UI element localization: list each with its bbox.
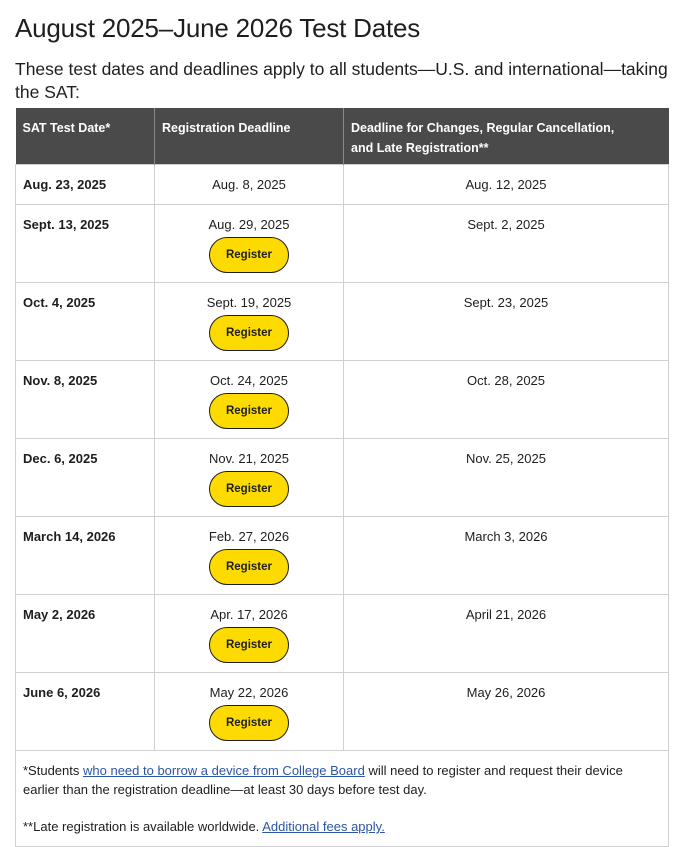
footnote-cell: [16, 751, 669, 847]
device-footnote: [23, 761, 661, 799]
test-date-cell: June 6, 2026: [16, 673, 155, 751]
table-row: [16, 439, 669, 517]
registration-deadline-cell: [155, 205, 344, 283]
changes-deadline-cell: April 21, 2026: [344, 595, 669, 673]
registration-deadline-cell: [155, 165, 344, 205]
registration-deadline: Oct. 24, 2025: [209, 373, 289, 388]
header-changes-line1: Deadline for Changes, Regular Cancellation,: [351, 121, 615, 135]
test-date-cell: May 2, 2026: [16, 595, 155, 673]
registration-deadline-cell: [155, 439, 344, 517]
device-footnote-prefix: *Students: [23, 763, 83, 778]
table-row: [16, 361, 669, 439]
test-date-cell: Sept. 13, 2025: [16, 205, 155, 283]
registration-deadline: Aug. 8, 2025: [212, 177, 286, 192]
registration-deadline-cell: [155, 361, 344, 439]
additional-fees-link[interactable]: Additional fees apply.: [262, 819, 385, 834]
register-button[interactable]: Register: [209, 549, 289, 585]
intro-text: These test dates and deadlines apply to all students—U.S. and international—taking the SAT:: [15, 59, 668, 102]
register-button[interactable]: Register: [209, 705, 289, 741]
test-date-cell: Dec. 6, 2025: [16, 439, 155, 517]
header-changes-deadline: [344, 108, 669, 165]
test-date-cell: Oct. 4, 2025: [16, 283, 155, 361]
registration-deadline: Nov. 21, 2025: [209, 451, 289, 466]
changes-deadline-cell: May 26, 2026: [344, 673, 669, 751]
table-row: [16, 283, 669, 361]
registration-deadline: Aug. 29, 2025: [208, 217, 290, 232]
changes-deadline-cell: Nov. 25, 2025: [344, 439, 669, 517]
registration-deadline: Sept. 19, 2025: [206, 295, 292, 310]
test-date-cell: March 14, 2026: [16, 517, 155, 595]
table-row: [16, 595, 669, 673]
register-button[interactable]: Register: [209, 393, 289, 429]
register-button[interactable]: Register: [209, 237, 289, 273]
device-footnote-suffix: will need to register and request their device earlier than the registration deadline—at least 30 days before test day.: [23, 763, 623, 797]
registration-deadline-cell: [155, 517, 344, 595]
register-button[interactable]: Register: [209, 627, 289, 663]
register-button[interactable]: Register: [209, 471, 289, 507]
borrow-device-link[interactable]: who need to borrow a device from College Board: [83, 763, 365, 778]
changes-deadline-cell: Oct. 28, 2025: [344, 361, 669, 439]
registration-deadline: May 22, 2026: [209, 685, 289, 700]
changes-deadline-cell: Sept. 23, 2025: [344, 283, 669, 361]
registration-deadline-cell: [155, 673, 344, 751]
header-test-date: SAT Test Date*: [16, 108, 155, 165]
table-header-row: [16, 108, 669, 165]
test-dates-table: [15, 108, 669, 847]
table-row: [16, 165, 669, 205]
registration-deadline: Feb. 27, 2026: [208, 529, 290, 544]
registration-deadline: Apr. 17, 2026: [210, 607, 288, 622]
table-row: [16, 205, 669, 283]
register-button[interactable]: Register: [209, 315, 289, 351]
header-changes-line2: and Late Registration**: [351, 141, 489, 155]
footnote-row: [16, 751, 669, 847]
registration-deadline-cell: [155, 283, 344, 361]
changes-deadline-cell: Aug. 12, 2025: [344, 165, 669, 205]
changes-deadline-cell: Sept. 2, 2025: [344, 205, 669, 283]
table-row: [16, 673, 669, 751]
registration-deadline-cell: [155, 595, 344, 673]
late-registration-footnote: [23, 817, 661, 836]
header-registration-deadline: Registration Deadline: [155, 108, 344, 165]
page-title: August 2025–June 2026 Test Dates: [15, 13, 421, 43]
test-date-cell: Nov. 8, 2025: [16, 361, 155, 439]
late-footnote-prefix: **Late registration is available worldwide.: [23, 819, 263, 834]
table-row: [16, 517, 669, 595]
changes-deadline-cell: March 3, 2026: [344, 517, 669, 595]
test-date-cell: Aug. 23, 2025: [16, 165, 155, 205]
